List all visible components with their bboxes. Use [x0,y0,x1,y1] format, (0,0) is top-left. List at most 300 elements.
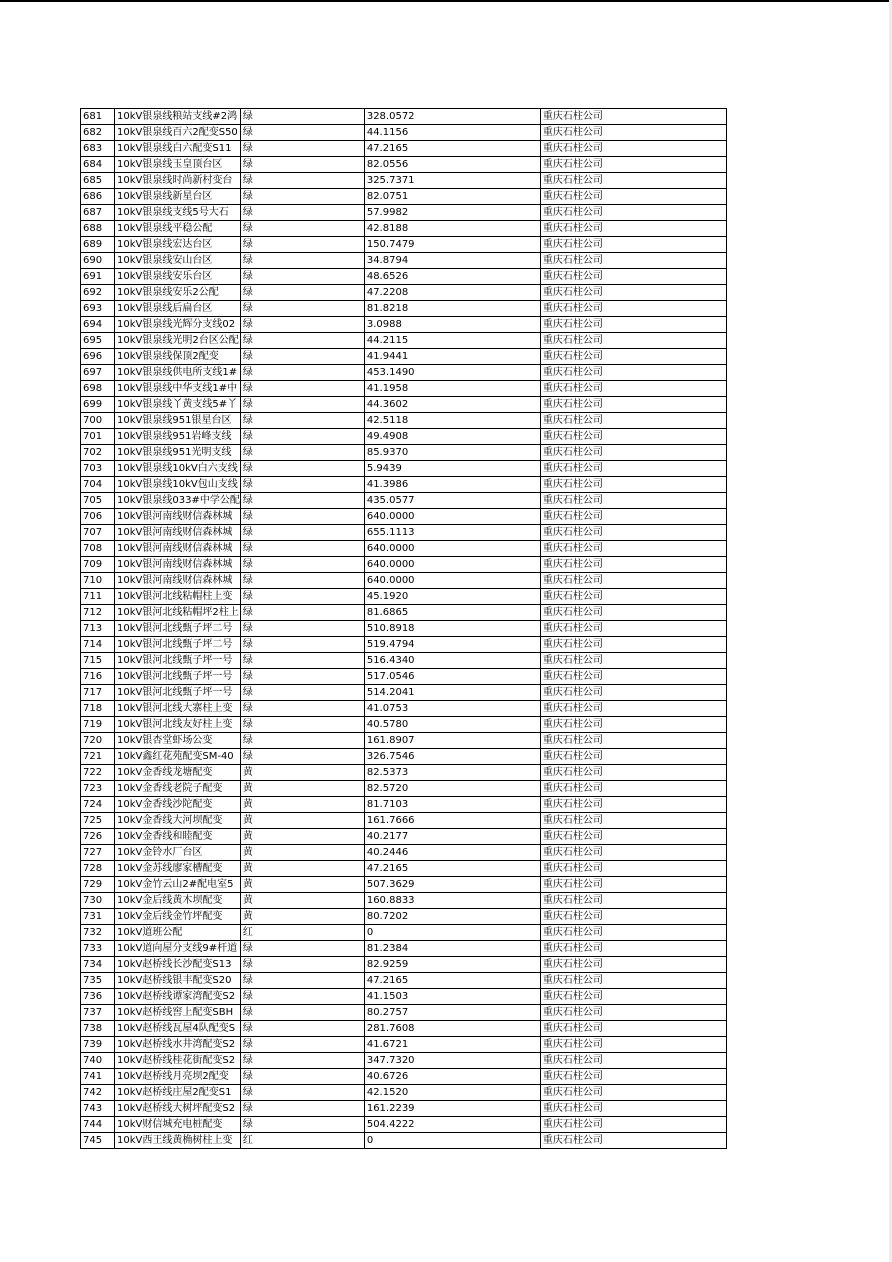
station-name-cell: 10kV银泉线平稳公配 [115,221,241,237]
company-cell: 重庆石柱公司 [540,237,726,253]
company-cell: 重庆石柱公司 [540,1053,726,1069]
row-number-cell: 687 [81,205,115,221]
status-color-cell: 绿 [240,365,364,381]
row-number-cell: 731 [81,909,115,925]
table-row [81,541,727,557]
status-color-cell: 绿 [240,717,364,733]
station-name-cell: 10kV赵桥线水井湾配变S2 [115,1037,241,1053]
value-cell: 81.2384 [364,941,540,957]
value-cell: 47.2208 [364,285,540,301]
row-number-cell: 681 [81,109,115,125]
station-name-cell: 10kV银河北线甄子坪二号 [115,637,241,653]
table-row [81,1021,727,1037]
status-color-cell: 绿 [240,413,364,429]
table-row [81,333,727,349]
row-number-cell: 713 [81,621,115,637]
table-row [81,413,727,429]
station-name-cell: 10kV银河南线财信森林城 [115,525,241,541]
status-color-cell: 绿 [240,461,364,477]
station-name-cell: 10kV银泉线951岩峰支线 [115,429,241,445]
table-row [81,909,727,925]
status-color-cell: 绿 [240,941,364,957]
table-row [81,701,727,717]
station-name-cell: 10kV金香线老院子配变 [115,781,241,797]
station-name-cell: 10kV银河南线财信森林城 [115,557,241,573]
station-name-cell: 10kV银泉线供电所支线1# [115,365,241,381]
value-cell: 42.5118 [364,413,540,429]
company-cell: 重庆石柱公司 [540,173,726,189]
value-cell: 519.4794 [364,637,540,653]
value-cell: 435.0577 [364,493,540,509]
status-color-cell: 黄 [240,797,364,813]
company-cell: 重庆石柱公司 [540,509,726,525]
value-cell: 48.6526 [364,269,540,285]
table-body [81,109,727,1149]
station-name-cell: 10kV道向屋分支线9#杆道 [115,941,241,957]
status-color-cell: 绿 [240,749,364,765]
company-cell: 重庆石柱公司 [540,221,726,237]
status-color-cell: 绿 [240,509,364,525]
table-row [81,973,727,989]
row-number-cell: 703 [81,461,115,477]
status-color-cell: 绿 [240,973,364,989]
value-cell: 82.5373 [364,765,540,781]
value-cell: 42.8188 [364,221,540,237]
status-color-cell: 黄 [240,765,364,781]
value-cell: 453.1490 [364,365,540,381]
station-name-cell: 10kV赵桥线长沙配变S13 [115,957,241,973]
value-cell: 41.6721 [364,1037,540,1053]
table-row [81,829,727,845]
table-row [81,669,727,685]
value-cell: 655.1113 [364,525,540,541]
table-row [81,877,727,893]
row-number-cell: 733 [81,941,115,957]
station-name-cell: 10kV银泉线百六2配变S50 [115,125,241,141]
company-cell: 重庆石柱公司 [540,797,726,813]
row-number-cell: 706 [81,509,115,525]
table-row [81,221,727,237]
value-cell: 44.1156 [364,125,540,141]
value-cell: 326.7546 [364,749,540,765]
company-cell: 重庆石柱公司 [540,205,726,221]
value-cell: 85.9370 [364,445,540,461]
company-cell: 重庆石柱公司 [540,541,726,557]
company-cell: 重庆石柱公司 [540,1133,726,1149]
table-row [81,125,727,141]
table-row [81,381,727,397]
table-row [81,589,727,605]
company-cell: 重庆石柱公司 [540,1117,726,1133]
table-row [81,173,727,189]
company-cell: 重庆石柱公司 [540,621,726,637]
station-name-cell: 10kV金后线黄木坝配变 [115,893,241,909]
status-color-cell: 绿 [240,205,364,221]
status-color-cell: 黄 [240,909,364,925]
table-row [81,1037,727,1053]
table-row [81,605,727,621]
company-cell: 重庆石柱公司 [540,1069,726,1085]
value-cell: 517.0546 [364,669,540,685]
status-color-cell: 绿 [240,477,364,493]
station-name-cell: 10kV银河南线财信森林城 [115,541,241,557]
row-number-cell: 701 [81,429,115,445]
table-row [81,237,727,253]
company-cell: 重庆石柱公司 [540,333,726,349]
status-color-cell: 绿 [240,157,364,173]
status-color-cell: 绿 [240,381,364,397]
company-cell: 重庆石柱公司 [540,925,726,941]
status-color-cell: 绿 [240,701,364,717]
status-color-cell: 黄 [240,813,364,829]
station-name-cell: 10kV银泉线时尚新村变台 [115,173,241,189]
row-number-cell: 744 [81,1117,115,1133]
row-number-cell: 740 [81,1053,115,1069]
row-number-cell: 730 [81,893,115,909]
table-row [81,1101,727,1117]
station-name-cell: 10kV赵桥线大树坪配变S2 [115,1101,241,1117]
station-name-cell: 10kV银泉线宏达台区 [115,237,241,253]
table-row [81,445,727,461]
table-row [81,733,727,749]
company-cell: 重庆石柱公司 [540,717,726,733]
station-name-cell: 10kV金后线金竹坪配变 [115,909,241,925]
row-number-cell: 721 [81,749,115,765]
company-cell: 重庆石柱公司 [540,573,726,589]
row-number-cell: 692 [81,285,115,301]
status-color-cell: 绿 [240,397,364,413]
value-cell: 44.3602 [364,397,540,413]
value-cell: 47.2165 [364,973,540,989]
company-cell: 重庆石柱公司 [540,413,726,429]
row-number-cell: 716 [81,669,115,685]
company-cell: 重庆石柱公司 [540,477,726,493]
station-name-cell: 10kV银河南线财信森林城 [115,509,241,525]
table-row [81,621,727,637]
row-number-cell: 737 [81,1005,115,1021]
company-cell: 重庆石柱公司 [540,397,726,413]
station-name-cell: 10kV金香线和睦配变 [115,829,241,845]
station-name-cell: 10kV银河北线粘帽柱上变 [115,589,241,605]
value-cell: 347.7320 [364,1053,540,1069]
status-color-cell: 绿 [240,333,364,349]
company-cell: 重庆石柱公司 [540,1005,726,1021]
station-name-cell: 10kV银泉线保顶2配变 [115,349,241,365]
data-table [80,108,727,1149]
status-color-cell: 绿 [240,269,364,285]
status-color-cell: 绿 [240,1085,364,1101]
status-color-cell: 绿 [240,221,364,237]
company-cell: 重庆石柱公司 [540,781,726,797]
status-color-cell: 绿 [240,109,364,125]
row-number-cell: 724 [81,797,115,813]
table-row [81,989,727,1005]
table-row [81,269,727,285]
row-number-cell: 742 [81,1085,115,1101]
company-cell: 重庆石柱公司 [540,1037,726,1053]
table-row [81,157,727,173]
status-color-cell: 绿 [240,1117,364,1133]
status-color-cell: 黄 [240,845,364,861]
row-number-cell: 720 [81,733,115,749]
station-name-cell: 10kV赵桥线银丰配变S20 [115,973,241,989]
station-name-cell: 10kV银泉线安山台区 [115,253,241,269]
company-cell: 重庆石柱公司 [540,141,726,157]
status-color-cell: 黄 [240,829,364,845]
row-number-cell: 712 [81,605,115,621]
table-row [81,109,727,125]
station-name-cell: 10kV银泉线新星台区 [115,189,241,205]
value-cell: 161.8907 [364,733,540,749]
value-cell: 161.2239 [364,1101,540,1117]
row-number-cell: 704 [81,477,115,493]
company-cell: 重庆石柱公司 [540,557,726,573]
status-color-cell: 绿 [240,125,364,141]
station-name-cell: 10kV金铃水厂台区 [115,845,241,861]
status-color-cell: 黄 [240,893,364,909]
company-cell: 重庆石柱公司 [540,845,726,861]
row-number-cell: 732 [81,925,115,941]
value-cell: 640.0000 [364,541,540,557]
company-cell: 重庆石柱公司 [540,989,726,1005]
value-cell: 57.9982 [364,205,540,221]
company-cell: 重庆石柱公司 [540,973,726,989]
station-name-cell: 10kV西王线黄桷树柱上变 [115,1133,241,1149]
row-number-cell: 697 [81,365,115,381]
table-row [81,477,727,493]
value-cell: 281.7608 [364,1021,540,1037]
row-number-cell: 705 [81,493,115,509]
status-color-cell: 绿 [240,429,364,445]
company-cell: 重庆石柱公司 [540,365,726,381]
value-cell: 640.0000 [364,509,540,525]
table-row [81,205,727,221]
status-color-cell: 绿 [240,349,364,365]
table-row [81,285,727,301]
station-name-cell: 10kV银河北线甄子坪一号 [115,653,241,669]
status-color-cell: 绿 [240,653,364,669]
status-color-cell: 黄 [240,861,364,877]
value-cell: 507.3629 [364,877,540,893]
row-number-cell: 684 [81,157,115,173]
row-number-cell: 726 [81,829,115,845]
value-cell: 41.3986 [364,477,540,493]
row-number-cell: 685 [81,173,115,189]
table-row [81,893,727,909]
station-name-cell: 10kV财信城充电桩配变 [115,1117,241,1133]
table-row [81,141,727,157]
value-cell: 516.4340 [364,653,540,669]
row-number-cell: 693 [81,301,115,317]
value-cell: 42.1520 [364,1085,540,1101]
table-row [81,813,727,829]
table-row [81,509,727,525]
row-number-cell: 736 [81,989,115,1005]
value-cell: 41.0753 [364,701,540,717]
station-name-cell: 10kV银泉线951银星台区 [115,413,241,429]
table-row [81,1053,727,1069]
station-name-cell: 10kV银泉线033#中学公配 [115,493,241,509]
table-row [81,301,727,317]
value-cell: 160.8833 [364,893,540,909]
table-row [81,845,727,861]
station-name-cell: 10kV赵桥线月亮坝2配变 [115,1069,241,1085]
row-number-cell: 690 [81,253,115,269]
row-number-cell: 707 [81,525,115,541]
company-cell: 重庆石柱公司 [540,749,726,765]
table-row [81,637,727,653]
value-cell: 5.9439 [364,461,540,477]
row-number-cell: 718 [81,701,115,717]
value-cell: 640.0000 [364,573,540,589]
table-row [81,765,727,781]
status-color-cell: 绿 [240,669,364,685]
company-cell: 重庆石柱公司 [540,653,726,669]
row-number-cell: 688 [81,221,115,237]
station-name-cell: 10kV银泉线白六配变S11 [115,141,241,157]
row-number-cell: 745 [81,1133,115,1149]
company-cell: 重庆石柱公司 [540,157,726,173]
value-cell: 0 [364,925,540,941]
row-number-cell: 695 [81,333,115,349]
value-cell: 40.2177 [364,829,540,845]
value-cell: 82.5720 [364,781,540,797]
station-name-cell: 10kV赵桥线瓦屋4队配变S [115,1021,241,1037]
station-name-cell: 10kV银河北线粘帽坪2柱上 [115,605,241,621]
company-cell: 重庆石柱公司 [540,109,726,125]
row-number-cell: 739 [81,1037,115,1053]
value-cell: 3.0988 [364,317,540,333]
table-row [81,749,727,765]
station-name-cell: 10kV银河北线甄子坪一号 [115,685,241,701]
row-number-cell: 735 [81,973,115,989]
station-name-cell: 10kV银泉线951光明支线 [115,445,241,461]
station-name-cell: 10kV赵桥线桂花街配变S2 [115,1053,241,1069]
row-number-cell: 743 [81,1101,115,1117]
station-name-cell: 10kV金竹云山2#配电室5 [115,877,241,893]
status-color-cell: 绿 [240,445,364,461]
company-cell: 重庆石柱公司 [540,1101,726,1117]
company-cell: 重庆石柱公司 [540,605,726,621]
status-color-cell: 绿 [240,189,364,205]
table-row [81,1069,727,1085]
table-row [81,1117,727,1133]
value-cell: 40.2446 [364,845,540,861]
station-name-cell: 10kV金苏线廖家槽配变 [115,861,241,877]
station-name-cell: 10kV银河北线大寨柱上变 [115,701,241,717]
value-cell: 49.4908 [364,429,540,445]
station-name-cell: 10kV鑫红花苑配变SM-40 [115,749,241,765]
value-cell: 0 [364,1133,540,1149]
company-cell: 重庆石柱公司 [540,957,726,973]
company-cell: 重庆石柱公司 [540,893,726,909]
station-name-cell: 10kV银泉线粮站支线#2鸿 [115,109,241,125]
status-color-cell: 绿 [240,1069,364,1085]
table-row [81,557,727,573]
value-cell: 40.5780 [364,717,540,733]
value-cell: 510.8918 [364,621,540,637]
company-cell: 重庆石柱公司 [540,445,726,461]
row-number-cell: 711 [81,589,115,605]
station-name-cell: 10kV银泉线中华支线1#中 [115,381,241,397]
status-color-cell: 绿 [240,637,364,653]
row-number-cell: 714 [81,637,115,653]
status-color-cell: 绿 [240,1021,364,1037]
status-color-cell: 黄 [240,781,364,797]
company-cell: 重庆石柱公司 [540,189,726,205]
company-cell: 重庆石柱公司 [540,589,726,605]
status-color-cell: 绿 [240,1053,364,1069]
company-cell: 重庆石柱公司 [540,349,726,365]
value-cell: 161.7666 [364,813,540,829]
status-color-cell: 绿 [240,285,364,301]
status-color-cell: 绿 [240,621,364,637]
status-color-cell: 黄 [240,877,364,893]
top-border-line [0,0,892,2]
table-row [81,317,727,333]
value-cell: 82.0751 [364,189,540,205]
row-number-cell: 728 [81,861,115,877]
company-cell: 重庆石柱公司 [540,685,726,701]
company-cell: 重庆石柱公司 [540,813,726,829]
status-color-cell: 绿 [240,541,364,557]
value-cell: 44.2115 [364,333,540,349]
table-row [81,189,727,205]
row-number-cell: 729 [81,877,115,893]
company-cell: 重庆石柱公司 [540,301,726,317]
value-cell: 45.1920 [364,589,540,605]
station-name-cell: 10kV银泉线光辉分支线02 [115,317,241,333]
table-row [81,397,727,413]
table-row [81,941,727,957]
status-color-cell: 绿 [240,1005,364,1021]
row-number-cell: 738 [81,1021,115,1037]
station-name-cell: 10kV金香线大河坝配变 [115,813,241,829]
value-cell: 150.7479 [364,237,540,253]
company-cell: 重庆石柱公司 [540,1085,726,1101]
station-name-cell: 10kV银泉线玉皇顶台区 [115,157,241,173]
station-name-cell: 10kV金香线沙陀配变 [115,797,241,813]
station-name-cell: 10kV赵桥线谭家湾配变S2 [115,989,241,1005]
station-name-cell: 10kV赵桥线庄屋2配变S1 [115,1085,241,1101]
station-name-cell: 10kV银泉线10kV包山支线 [115,477,241,493]
station-name-cell: 10kV银河北线友好柱上变 [115,717,241,733]
table-row [81,461,727,477]
value-cell: 80.7202 [364,909,540,925]
row-number-cell: 710 [81,573,115,589]
table-row [81,429,727,445]
station-name-cell: 10kV银泉线安乐2公配 [115,285,241,301]
value-cell: 514.2041 [364,685,540,701]
status-color-cell: 绿 [240,685,364,701]
value-cell: 81.6865 [364,605,540,621]
value-cell: 82.0556 [364,157,540,173]
row-number-cell: 691 [81,269,115,285]
station-name-cell: 10kV银河北线甄子坪二号 [115,621,241,637]
company-cell: 重庆石柱公司 [540,765,726,781]
value-cell: 40.6726 [364,1069,540,1085]
row-number-cell: 696 [81,349,115,365]
status-color-cell: 绿 [240,557,364,573]
value-cell: 41.1503 [364,989,540,1005]
status-color-cell: 绿 [240,317,364,333]
company-cell: 重庆石柱公司 [540,381,726,397]
row-number-cell: 725 [81,813,115,829]
status-color-cell: 绿 [240,1101,364,1117]
status-color-cell: 绿 [240,573,364,589]
table-row [81,573,727,589]
company-cell: 重庆石柱公司 [540,285,726,301]
